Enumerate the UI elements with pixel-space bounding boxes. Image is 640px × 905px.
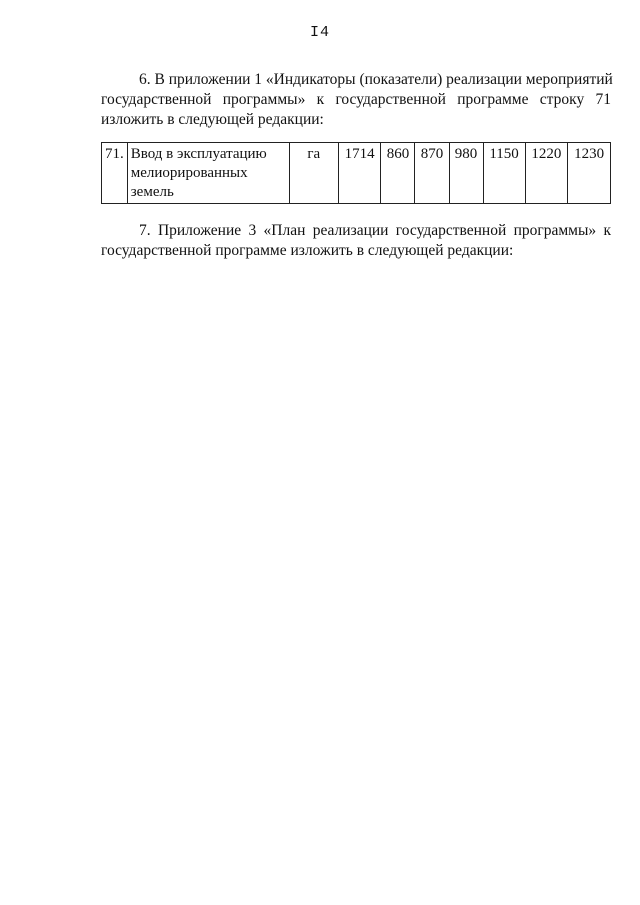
value-cell: 870 — [415, 143, 449, 204]
paragraph-line: изложить в следующей редакции: — [101, 111, 324, 128]
indicator-name-line: Ввод в эксплуатацию — [130, 146, 267, 162]
paragraph-line: государственной программы» к государственной программе строку 71 — [101, 91, 611, 108]
table-row — [102, 143, 611, 204]
page-number: I4 — [309, 24, 330, 41]
paragraph-line: 6. В приложении 1 «Индикаторы (показатели) реализации мероприятий — [139, 71, 613, 88]
row-number-cell: 71. — [102, 143, 128, 204]
value-cell: 1150 — [483, 143, 525, 204]
paragraph-6 — [101, 70, 611, 130]
paragraph-line: государственной программе изложить в следующей редакции: — [101, 242, 514, 259]
value-cell: 1230 — [568, 143, 611, 204]
value-cell: 980 — [449, 143, 483, 204]
indicator-name-line: мелиорированных — [130, 165, 248, 181]
value-cell: 1220 — [525, 143, 568, 204]
indicator-name-line: земель — [130, 184, 174, 200]
indicator-name-cell — [127, 143, 289, 204]
paragraph-line: 7. Приложение 3 «План реализации государственной программы» к — [139, 222, 611, 239]
value-cell: 1714 — [338, 143, 381, 204]
unit-cell: га — [289, 143, 338, 204]
paragraph-7 — [101, 221, 611, 261]
indicators-table — [101, 142, 611, 204]
value-cell: 860 — [381, 143, 415, 204]
